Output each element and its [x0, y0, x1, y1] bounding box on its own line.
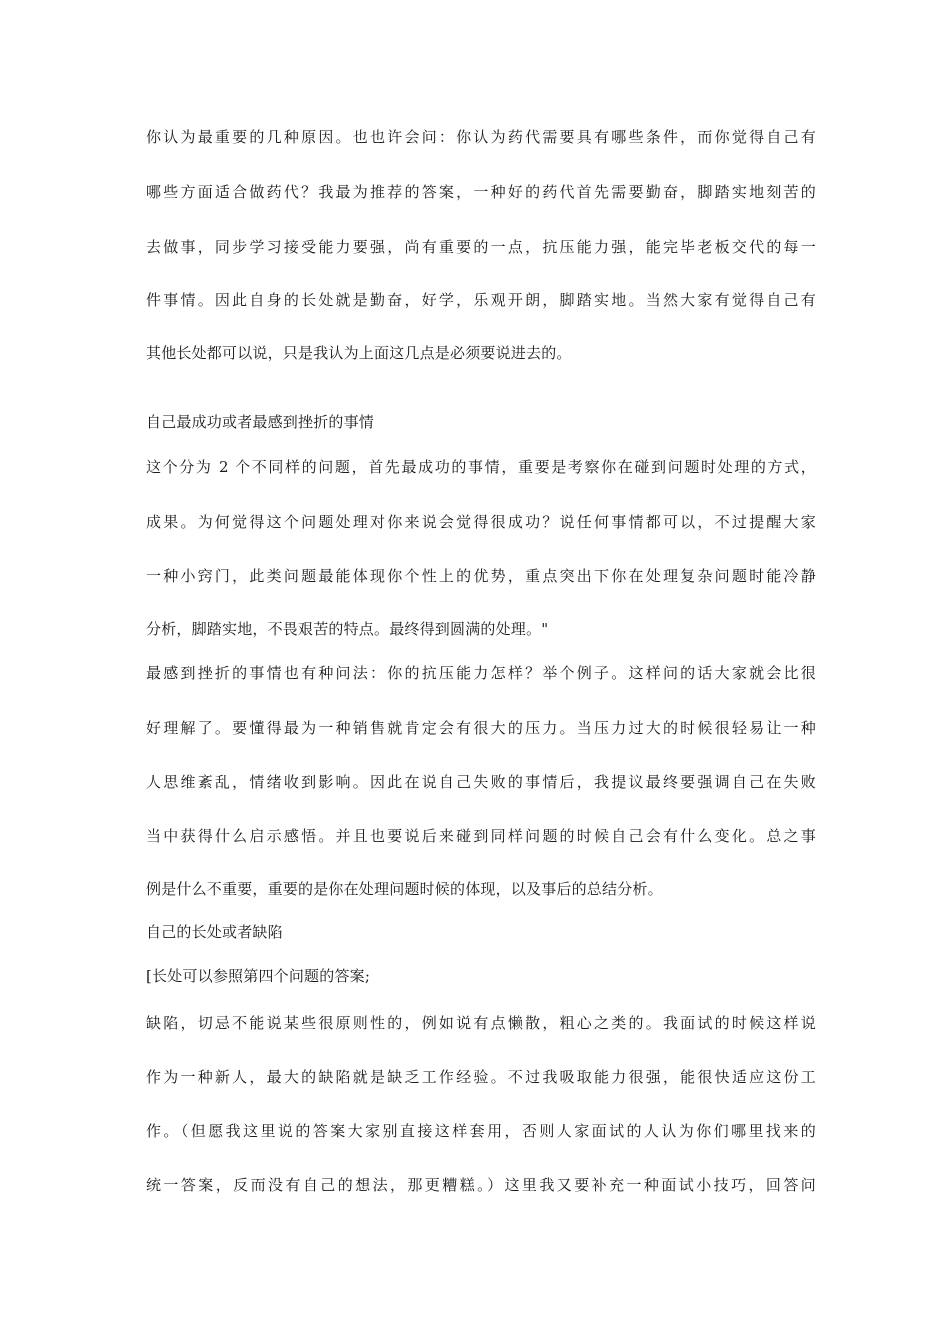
section-heading: 自己最成功或者最感到挫折的事情 — [146, 413, 375, 431]
paragraph-line: 一种小窍门，此类问题最能体现你个性上的优势，重点突出下你在处理复杂问题时能冷静 — [146, 567, 816, 585]
paragraph-line: 最感到挫折的事情也有种问法：你的抗压能力怎样？举个例子。这样问的话大家就会比很 — [146, 664, 816, 682]
paragraph-line: 好理解了。要懂得最为一种销售就肯定会有很大的压力。当压力过大的时候很轻易让一种 — [146, 719, 816, 737]
section-heading: 自己的长处或者缺陷 — [146, 923, 283, 941]
paragraph-line: 成果。为何觉得这个问题处理对你来说会觉得很成功？说任何事情都可以，不过提醒大家 — [146, 513, 816, 531]
paragraph-line: 其他长处都可以说，只是我认为上面这几点是必须要说进去的。 — [146, 344, 572, 362]
paragraph-line: 缺陷，切忌不能说某些很原则性的，例如说有点懒散，粗心之类的。我面试的时候这样说 — [146, 1014, 816, 1032]
paragraph-line: 当中获得什么启示感悟。并且也要说后来碰到同样问题的时候自己会有什么变化。总之事 — [146, 827, 816, 845]
paragraph-line: 件事情。因此自身的长处就是勤奋，好学，乐观开朗，脚踏实地。当然大家有觉得自己有 — [146, 291, 816, 309]
paragraph-line: 去做事，同步学习接受能力要强，尚有重要的一点，抗压能力强，能完毕老板交代的每一 — [146, 238, 816, 256]
paragraph-line: 人思维紊乱，情绪收到影响。因此在说自己失败的事情后，我提议最终要强调自己在失败 — [146, 773, 816, 791]
paragraph-line: 例是什么不重要，重要的是你在处理问题时候的体现，以及事后的总结分析。 — [146, 880, 663, 898]
paragraph-line: 作为一种新人，最大的缺陷就是缺乏工作经验。不过我吸取能力很强，能很快适应这份工 — [146, 1068, 816, 1086]
paragraph-line: 分析，脚踏实地，不畏艰苦的特点。最终得到圆满的处理。" — [146, 620, 549, 638]
paragraph-line: 统一答案，反而没有自己的想法，那更糟糕。）这里我又要补充一种面试小技巧，回答问 — [146, 1176, 816, 1194]
paragraph-line: 哪些方面适合做药代？我最为推荐的答案，一种好的药代首先需要勤奋，脚踏实地刻苦的 — [146, 183, 816, 201]
paragraph-line: 这个分为 2 个不同样的问题，首先最成功的事情，重要是考察你在碰到问题时处理的方式， — [146, 458, 816, 476]
paragraph-line: [长处可以参照第四个问题的答案; — [146, 967, 371, 985]
paragraph-line: 你认为最重要的几种原因。也也许会问：你认为药代需要具有哪些条件，而你觉得自己有 — [146, 128, 816, 146]
paragraph-line: 作。（但愿我这里说的答案大家别直接这样套用，否则人家面试的人认为你们哪里找来的 — [146, 1122, 816, 1140]
